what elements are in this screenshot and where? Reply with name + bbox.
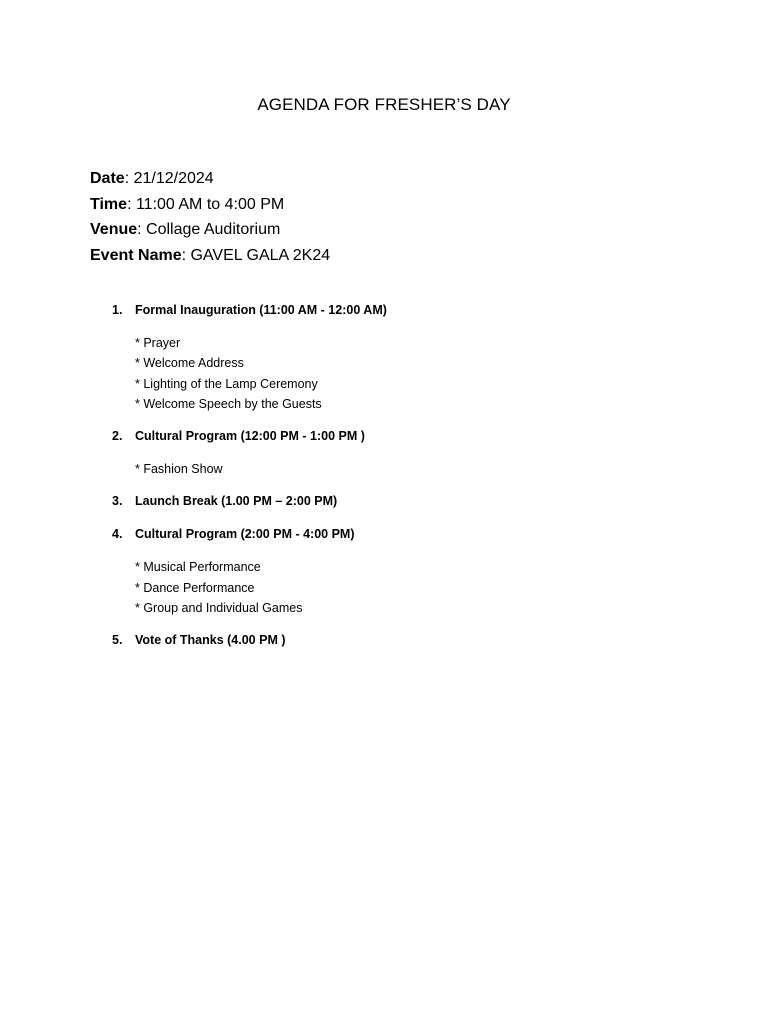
agenda-subitems xyxy=(112,333,712,414)
agenda-subitems xyxy=(112,459,712,479)
agenda-item-2 xyxy=(112,426,712,479)
agenda-item-number: 3. xyxy=(112,494,123,509)
agenda-subitem: * Lighting of the Lamp Ceremony xyxy=(135,376,318,391)
agenda-item-5 xyxy=(112,630,712,650)
agenda-subitem: * Fashion Show xyxy=(135,462,223,477)
agenda-item-title: Cultural Program (2:00 PM - 4:00 PM) xyxy=(135,527,355,542)
agenda-item-title: Formal Inauguration (11:00 AM - 12:00 AM) xyxy=(135,303,387,317)
detail-event-name xyxy=(90,245,330,271)
agenda-item-heading xyxy=(112,630,712,650)
agenda-list xyxy=(112,300,712,663)
detail-time xyxy=(90,194,330,220)
detail-value: : 11:00 AM to 4:00 PM xyxy=(127,195,285,213)
agenda-item-number: 1. xyxy=(112,303,123,317)
agenda-item-title: Launch Break (1.00 PM – 2:00 PM) xyxy=(135,494,338,509)
agenda-subitems xyxy=(112,557,712,618)
detail-value: : GAVEL GALA 2K24 xyxy=(181,246,331,264)
detail-value: : 21/12/2024 xyxy=(124,170,214,187)
document-title: AGENDA FOR FRESHER’S DAY xyxy=(257,95,511,114)
detail-label: Date xyxy=(90,170,125,187)
event-details xyxy=(90,168,330,270)
agenda-item-4 xyxy=(112,524,712,618)
agenda-item-3 xyxy=(112,491,712,511)
agenda-item-heading xyxy=(112,524,712,544)
agenda-item-heading xyxy=(112,491,712,511)
agenda-item-number: 5. xyxy=(112,633,123,648)
agenda-item-heading xyxy=(112,426,712,446)
agenda-subitem: * Welcome Speech by the Guests xyxy=(135,396,322,411)
detail-label: Event Name xyxy=(90,246,182,264)
agenda-item-number: 4. xyxy=(112,527,123,542)
detail-venue xyxy=(90,219,330,245)
agenda-item-number: 2. xyxy=(112,429,123,444)
agenda-subitem: * Dance Performance xyxy=(135,580,255,595)
agenda-item-title: Cultural Program (12:00 PM - 1:00 PM ) xyxy=(135,429,365,444)
agenda-subitem: * Prayer xyxy=(135,336,181,350)
agenda-subitem: * Welcome Address xyxy=(135,356,244,371)
detail-label: Venue xyxy=(90,221,138,238)
agenda-item-title: Vote of Thanks (4.00 PM ) xyxy=(135,633,286,648)
detail-value: : Collage Auditorium xyxy=(137,221,281,238)
agenda-subitem: * Musical Performance xyxy=(135,560,261,575)
detail-label: Time xyxy=(90,195,128,213)
agenda-item-1 xyxy=(112,300,712,414)
agenda-item-heading xyxy=(112,300,712,320)
agenda-subitem: * Group and Individual Games xyxy=(135,601,303,616)
detail-date xyxy=(90,168,330,194)
